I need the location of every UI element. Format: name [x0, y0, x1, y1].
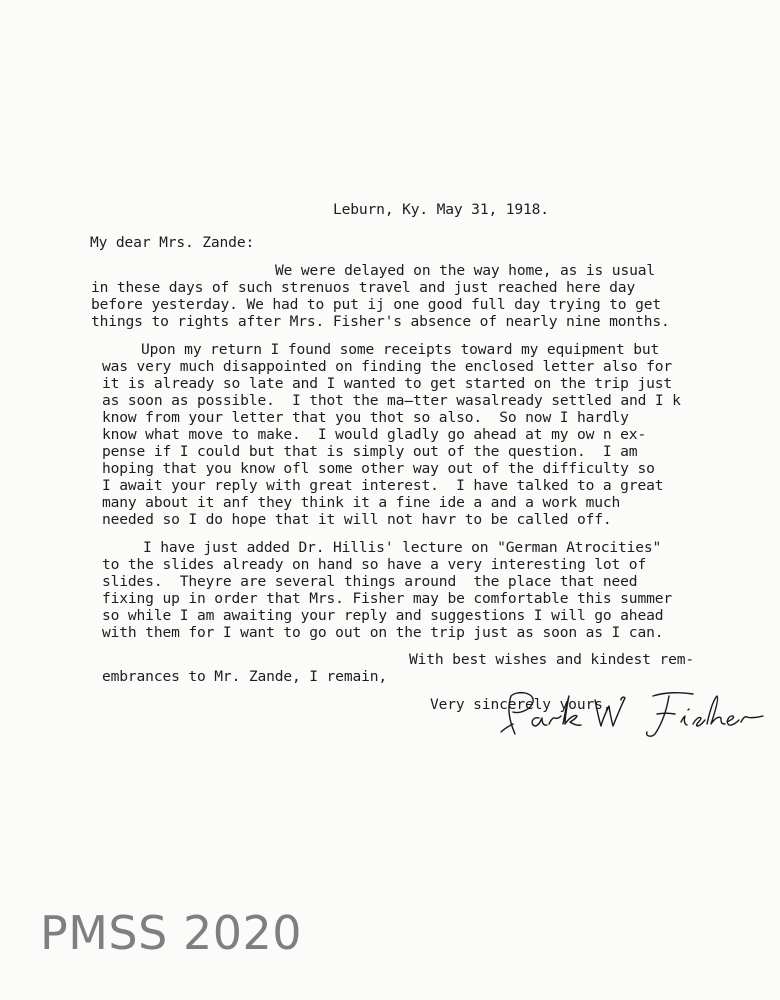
paragraph-3-line: to the slides already on hand so have a very interesting lot of: [102, 556, 647, 573]
closing-line: With best wishes and kindest rem-: [409, 651, 694, 668]
paragraph-1-line: things to rights after Mrs. Fisher's absence of nearly nine months.: [91, 313, 670, 330]
salutation: My dear Mrs. Zande:: [90, 234, 255, 251]
paragraph-2-line: Upon my return I found some receipts toward my equipment but: [141, 341, 660, 358]
paragraph-1-line: before yesterday. We had to put ij one good full day trying to get: [91, 296, 661, 313]
paragraph-1-line: in these days of such strenuos travel and just reached here day: [91, 279, 636, 296]
paragraph-2-line: know what move to make. I would gladly go ahead at my ow n ex-: [102, 426, 647, 443]
paragraph-1-line: We were delayed on the way home, as is usual: [275, 262, 655, 279]
paragraph-3-line: so while I am awaiting your reply and suggestions I will go ahead: [102, 607, 664, 624]
valediction: Very sincerely yours,: [430, 696, 612, 713]
paragraph-2-line: as soon as possible. I thot the ma̶tter wasalready settled and I k: [102, 392, 681, 409]
paragraph-2-line: I await your reply with great interest. I have talked to a great: [102, 477, 664, 494]
paragraph-3-line: slides. Theyre are several things around the place that need: [102, 573, 638, 590]
paragraph-2-line: hoping that you know ofl some other way out of the difficulty so: [102, 460, 655, 477]
paragraph-3-line: with them for I want to go out on the trip just as soon as I can.: [102, 624, 664, 641]
paragraph-2-line: many about it anf they think it a fine ide a and a work much: [102, 494, 621, 511]
archive-watermark: PMSS 2020: [40, 906, 303, 960]
paragraph-2-line: it is already so late and I wanted to get started on the trip just: [102, 375, 672, 392]
handwritten-signature: [495, 688, 770, 740]
paragraph-3-line: I have just added Dr. Hillis' lecture on "German Atrocities": [143, 539, 662, 556]
paragraph-2-line: was very much disappointed on finding the enclosed letter also for: [102, 358, 672, 375]
paragraph-2-line: needed so I do hope that it will not havr to be called off.: [102, 511, 612, 528]
paragraph-3-line: fixing up in order that Mrs. Fisher may be comfortable this summer: [102, 590, 672, 607]
paragraph-2-line: know from your letter that you thot so also. So now I hardly: [102, 409, 629, 426]
closing-line: embrances to Mr. Zande, I remain,: [102, 668, 387, 685]
dateline: Leburn, Ky. May 31, 1918.: [333, 201, 549, 218]
paragraph-2-line: pense if I could but that is simply out of the question. I am: [102, 443, 638, 460]
